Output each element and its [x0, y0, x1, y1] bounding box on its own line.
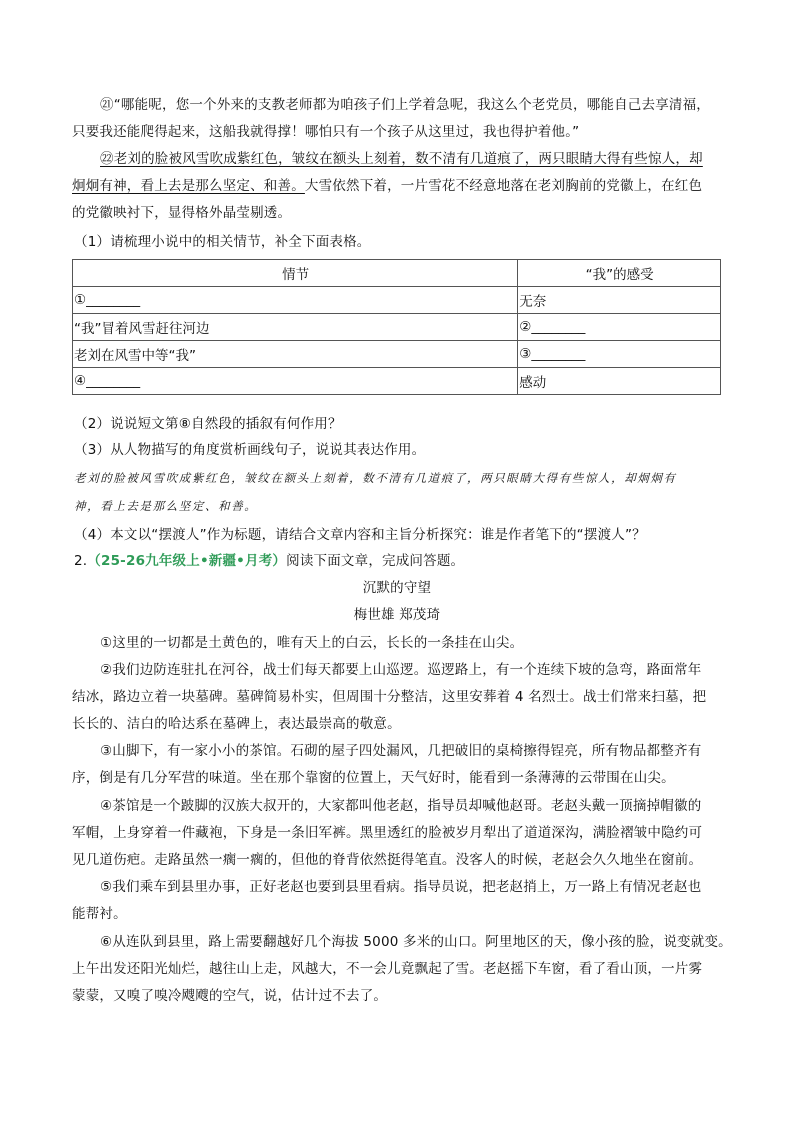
article-paragraph-3-line-1: ③山脚下，有一家小小的茶馆。石砌的屋子四处漏风，几把破旧的桌椅擦得锃亮，所有物品都整齐有 [100, 743, 702, 759]
plot-cell: “我”冒着风雪赶往河边 [73, 314, 518, 341]
feeling-cell: 感动 [518, 368, 721, 395]
paragraph-21-line-2: 只要我还能爬得起来，这船我就得撑！哪怕只有一个孩子从这里过，我也得护着他。” [72, 124, 580, 140]
question-2-header [74, 548, 724, 575]
article-paragraph-4-line-1: ④茶馆是一个跛脚的汉族大叔开的，大家都叫他老赵，指导员却喊他赵哥。老赵头戴一顶摘掉帽徽的 [100, 798, 702, 814]
paragraph-22-line-3: 的党徽映衬下，显得格外晶莹剔透。 [72, 205, 292, 221]
article-authors: 梅世雄 郑茂琦 [353, 607, 441, 623]
question-3-prompt: （3）从人物描写的角度赏析画线句子，说说其表达作用。 [74, 442, 426, 458]
handwritten-answer-line-2: 神，看上去是那么坚定、和善。 [74, 499, 258, 513]
question-4-prompt: （4）本文以“摆渡人”作为标题，请结合文章内容和主旨分析探究：谁是作者笔下的“摆渡人”？ [74, 527, 646, 543]
article-paragraph-5-line-2: 能帮衬。 [72, 906, 127, 922]
underlined-sentence-part-2: 炯炯有神，看上去是那么坚定、和善。 [72, 178, 305, 194]
article-paragraph-4-line-2: 军帽，上身穿着一件藏袍，下身是一条旧军裤。黑里透红的脸被岁月犁出了道道深沟，满脸褶皱中隐约可 [72, 825, 703, 841]
table-row [73, 314, 721, 341]
article-paragraph-6-line-2: 上午出发还阳光灿烂，越往山上走，风越大，不一会儿竟飘起了雪。老赵摇下车窗，看了看山顶，一片雾 [72, 961, 703, 977]
header-plot: 情节 [73, 260, 518, 287]
feeling-cell: ③________ [518, 341, 721, 368]
table-row [73, 368, 721, 395]
paragraph-21-line-1: ㉑“哪能呢，您一个外来的支教老师都为咱孩子们上学着急呢，我这么个老党员，哪能自己去享清福， [100, 97, 710, 113]
header-feeling: “我”的感受 [518, 260, 721, 287]
plot-cell: ④________ [73, 368, 518, 395]
plot-table [72, 259, 721, 395]
article-paragraph-4-line-3: 见几道伤疤。走路虽然一瘸一瘸的，但他的脊背依然挺得笔直。没客人的时候，老赵会久久地坐在窗前。 [72, 852, 703, 868]
article-paragraph-2-line-2: 结冰，路边立着一块墓碑。墓碑简易朴实，但周围十分整洁，这里安葬着 4 名烈士。战士们常来扫墓，把 [72, 689, 707, 705]
table-row [73, 341, 721, 368]
article-paragraph-2-line-1: ②我们边防连驻扎在河谷，战士们每天都要上山巡逻。巡逻路上，有一个连续下坡的急弯，路面常年 [100, 662, 702, 678]
feeling-cell: 无奈 [518, 287, 721, 314]
article-paragraph-5-line-1: ⑤我们乘车到县里办事，正好老赵也要到县里看病。指导员说，把老赵捎上，万一路上有情况老赵也 [100, 879, 702, 895]
article-paragraph-3-line-2: 序，倒是有几分军营的味道。坐在那个靠窗的位置上，天气好时，能看到一条薄薄的云带围在山尖。 [72, 770, 675, 786]
question-2-prompt: （2）说说短文第⑧自然段的插叙有何作用？ [74, 416, 342, 432]
article-paragraph-6-line-3: 蒙蒙，又嗅了嗅冷飕飕的空气，说，估计过不去了。 [72, 988, 388, 1004]
article-paragraph-1: ①这里的一切都是土黄色的，唯有天上的白云，长长的一条挂在山尖。 [100, 635, 524, 651]
paragraph-22-rest-1: 大雪依然下着，一片雪花不经意地落在老刘胸前的党徽上，在红色 [304, 178, 703, 194]
handwritten-answer-line-1: 老刘的脸被风雪吹成紫红色，皱纹在额头上刻着，数不清有几道痕了，两只眼睛大得有些惊人，却炯炯有 [74, 471, 677, 485]
question-source: （25-26九年级上•新疆•月考） [87, 553, 287, 569]
article-title: 沉默的守望 [362, 580, 432, 596]
paragraph-22-line-1 [72, 146, 722, 173]
table-row [73, 287, 721, 314]
underlined-sentence-part-1: ㉒老刘的脸被风雪吹成紫红色，皱纹在额头上刻着，数不清有几道痕了，两只眼睛大得有些惊人，却 [100, 151, 703, 167]
paragraph-22-line-2 [72, 173, 722, 200]
question-number: 2. [74, 553, 88, 569]
article-paragraph-6-line-1: ⑥从连队到县里，路上需要翻越好几个海拔 5000 多米的山口。阿里地区的天，像小孩的脸，说变就变。 [100, 934, 732, 950]
plot-cell: ①________ [73, 287, 518, 314]
plot-cell: 老刘在风雪中等“我” [73, 341, 518, 368]
question-instruction: 阅读下面文章，完成问答题。 [286, 553, 465, 569]
table-header-row [73, 260, 721, 287]
feeling-cell: ②________ [518, 314, 721, 341]
article-paragraph-2-line-3: 长长的、洁白的哈达系在墓碑上，表达最崇高的敬意。 [72, 716, 401, 732]
question-1-prompt: （1）请梳理小说中的相关情节，补全下面表格。 [74, 234, 371, 250]
